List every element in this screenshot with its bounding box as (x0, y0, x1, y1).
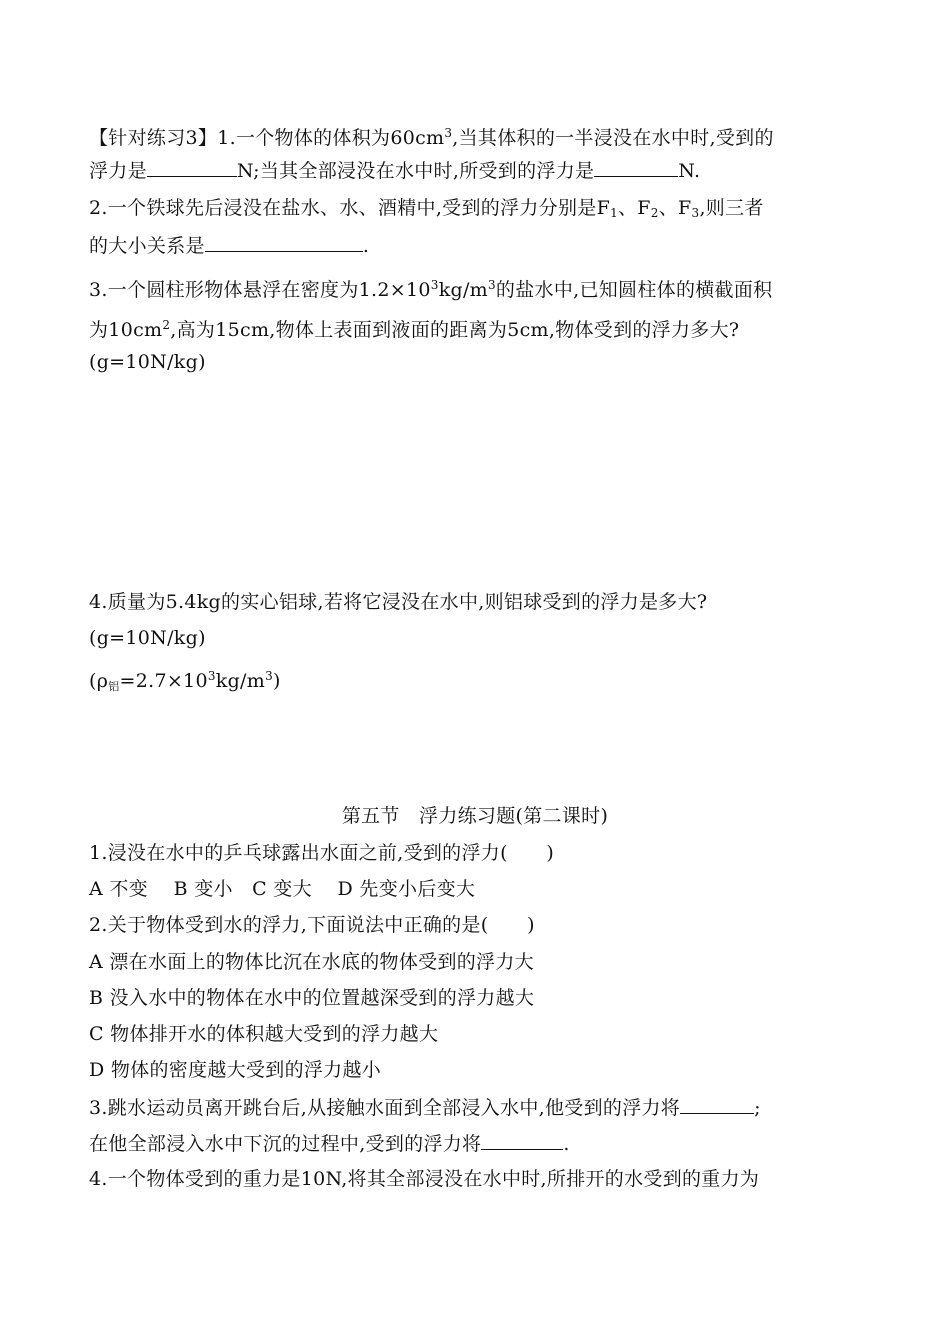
superscript: 3 (444, 126, 453, 140)
question3-line1 (89, 273, 772, 302)
s2-question2-option-a: A 漂在水面上的物体比沉在水底的物体受到的浮力大 (89, 951, 534, 973)
superscript: 3 (207, 669, 216, 683)
superscript: 3 (487, 278, 496, 292)
exercise3-line1 (89, 121, 774, 150)
subscript: 3 (691, 206, 700, 220)
exercise3-line2 (89, 158, 700, 183)
text: 、F (658, 197, 692, 219)
text: 、F (618, 197, 651, 219)
s2-question3-line2 (89, 1131, 570, 1156)
text: 浮力是 (89, 160, 147, 182)
text: ; (754, 1097, 761, 1119)
text: ,则三者 (699, 197, 764, 219)
text: =2.7×10 (119, 670, 208, 692)
s2-question3-line1 (89, 1095, 761, 1120)
question4-line3 (89, 664, 281, 699)
answer-blank[interactable] (147, 158, 237, 177)
s2-question2: 2.关于物体受到水的浮力,下面说法中正确的是( ) (89, 914, 535, 936)
superscript: 3 (430, 278, 439, 292)
s2-question2-option-d: D 物体的密度越大受到的浮力越小 (89, 1059, 382, 1081)
text: 的大小关系是 (89, 235, 205, 257)
text: N;当其全部浸没在水中时,所受到的浮力是 (236, 160, 595, 182)
text: kg/m (438, 279, 488, 301)
question3-line3: (g=10N/kg) (89, 351, 206, 373)
question2-line1 (89, 196, 764, 225)
question3-line2 (89, 313, 739, 342)
question4-line1: 4.质量为5.4kg的实心铝球,若将它浸没在水中,则铝球受到的浮力是多大? (89, 591, 708, 613)
answer-blank[interactable] (205, 233, 363, 252)
answer-blank[interactable] (680, 1095, 754, 1114)
s2-question2-option-b: B 没入水中的物体在水中的位置越深受到的浮力越大 (89, 987, 535, 1009)
text: 2.一个铁球先后浸没在盐水、水、酒精中,受到的浮力分别是F (89, 197, 611, 219)
answer-blank[interactable] (481, 1131, 563, 1150)
superscript: 3 (265, 669, 274, 683)
text: . (563, 1133, 570, 1155)
text: 3.跳水运动员离开跳台后,从接触水面到全部浸入水中,他受到的浮力将 (89, 1097, 681, 1119)
subscript: 2 (650, 206, 659, 220)
text: 3.一个圆柱形物体悬浮在密度为1.2×10 (89, 279, 431, 301)
answer-blank[interactable] (594, 158, 678, 177)
text: . (362, 235, 370, 257)
text: 在他全部浸入水中下沉的过程中,受到的浮力将 (89, 1133, 482, 1155)
section-title: 第五节 浮力练习题(第二课时) (341, 805, 609, 827)
text: 为10cm (89, 319, 163, 341)
text: ) (273, 670, 281, 692)
text: 的盐水中,已知圆柱体的横截面积 (495, 279, 773, 301)
text: (ρ (89, 670, 109, 692)
text: kg/m (215, 670, 266, 692)
text: ,当其体积的一半浸没在水中时,受到的 (452, 127, 774, 149)
text: N. (678, 160, 701, 182)
text: ,高为15cm,物体上表面到液面的距离为5cm,物体受到的浮力多大? (170, 319, 740, 341)
text: 【针对练习3】1.一个物体的体积为60cm (89, 127, 445, 149)
subscript: 铝 (108, 680, 120, 693)
s2-question2-option-c: C 物体排开水的体积越大受到的浮力越大 (89, 1023, 439, 1045)
subscript: 1 (610, 206, 618, 220)
question2-line2 (89, 233, 369, 258)
superscript: 2 (162, 318, 171, 332)
s2-question1-options: A 不变 B 变小 C 变大 D 先变小后变大 (89, 878, 476, 900)
question4-line2: (g=10N/kg) (89, 627, 206, 649)
s2-question1: 1.浸没在水中的乒乓球露出水面之前,受到的浮力( ) (89, 842, 555, 864)
s2-question4: 4.一个物体受到的重力是10N,将其全部浸没在水中时,所排开的水受到的重力为 (89, 1168, 760, 1190)
